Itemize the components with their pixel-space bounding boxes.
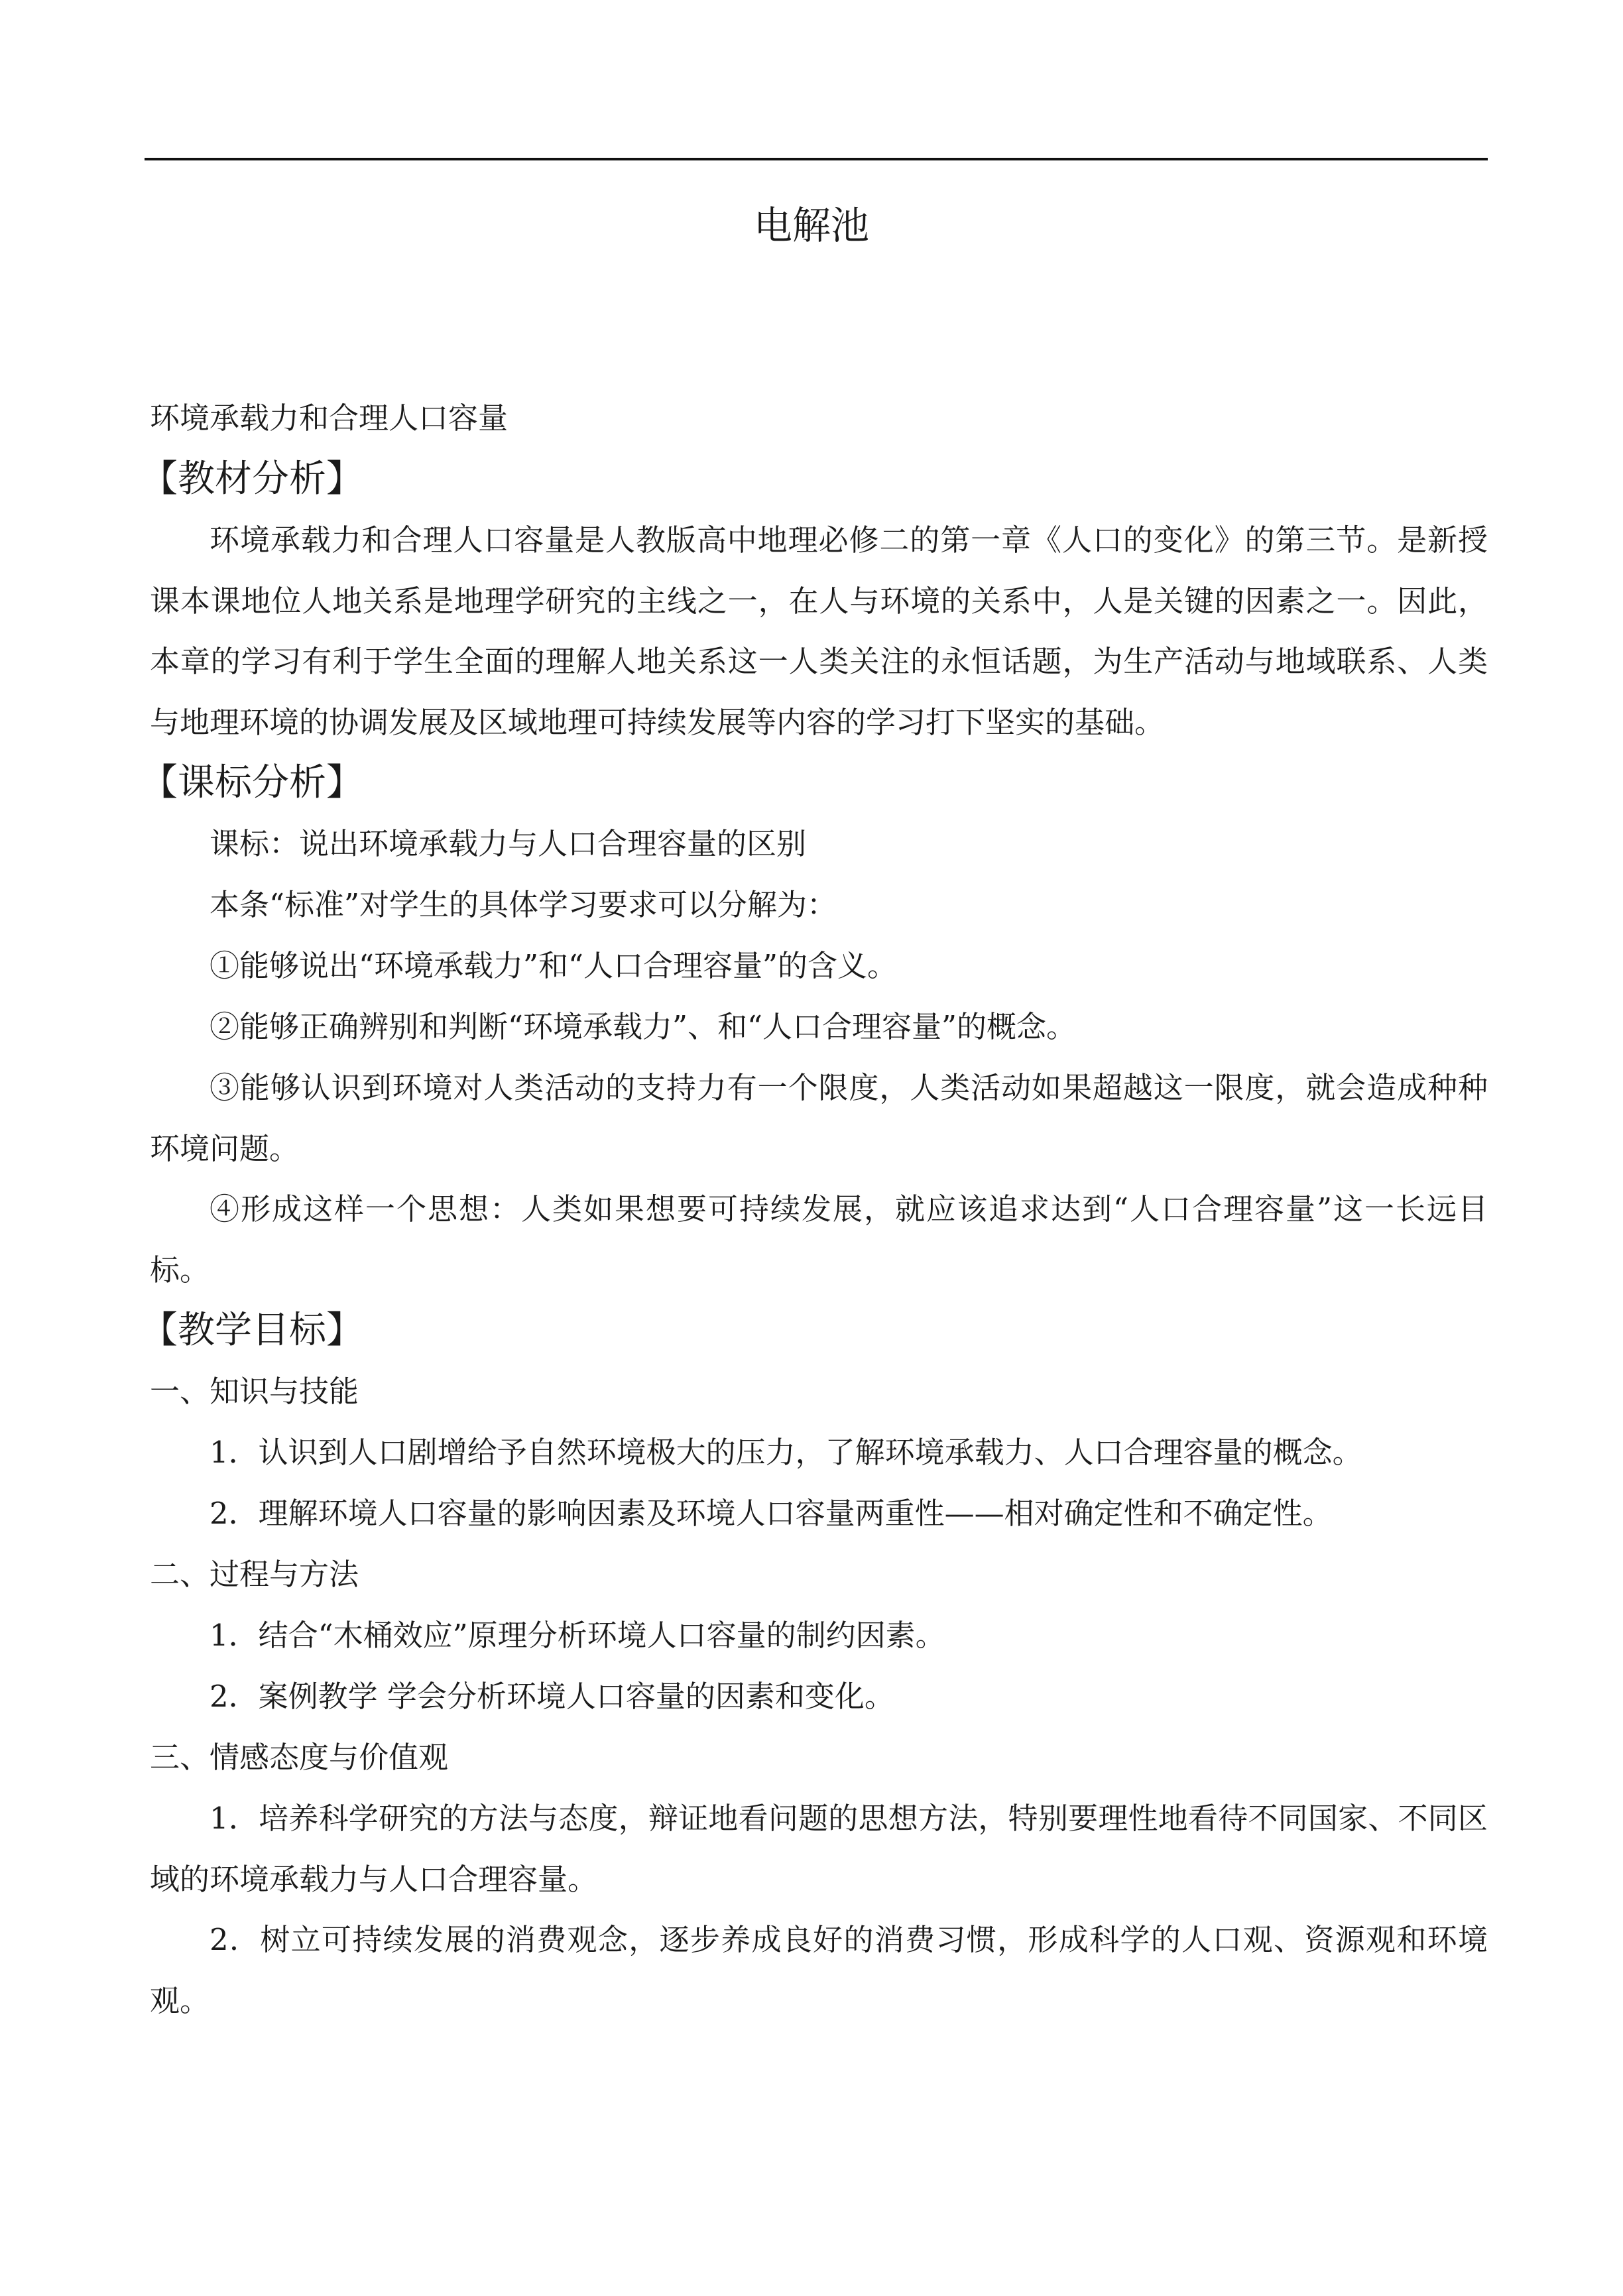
- curriculum-intro: 本条“标准”对学生的具体学习要求可以分解为：: [210, 887, 837, 922]
- goals-attitude-item-1: 1．培养科学研究的方法与态度，辩证地看问题的思想方法，特别要理性地看待不同国家、不同区域的环境承载力与人口合理容量。: [150, 1801, 1488, 1897]
- goals-process-item-1: 1．结合“木桶效应”原理分析环境人口容量的制约因素。: [210, 1618, 945, 1653]
- curriculum-item-1: ①能够说出“环境承载力”和“人口合理容量”的含义。: [210, 948, 898, 983]
- goals-process-item-2: 2．案例教学 学会分析环境人口容量的因素和变化。: [210, 1679, 894, 1714]
- goals-knowledge-title: 一、知识与技能: [150, 1374, 359, 1409]
- curriculum-item-4: ④形成这样一个思想：人类如果想要可持续发展，就应该追求达到“人口合理容量”这一长远目标。: [150, 1191, 1488, 1288]
- goals-attitude-item-2: 2．树立可持续发展的消费观念，逐步养成良好的消费习惯，形成科学的人口观、资源观和环境观。: [150, 1922, 1488, 2018]
- curriculum-item-3: ③能够认识到环境对人类活动的支持力有一个限度，人类活动如果超越这一限度，就会造成种种环境问题。: [150, 1070, 1488, 1166]
- document-body: [141, 388, 1488, 2031]
- curriculum-item-2: ②能够正确辨别和判断“环境承载力”、和“人口合理容量”的概念。: [210, 1009, 1077, 1044]
- document-title: 电解池: [753, 203, 869, 248]
- section-heading-teaching-goals: 【教学目标】: [141, 1309, 363, 1352]
- header-rule: [145, 158, 1488, 160]
- textbook-analysis-paragraph: 环境承载力和合理人口容量是人教版高中地理必修二的第一章《人口的变化》的第三节。是新授课本课地位人地关系是地理学研究的主线之一，在人与环境的关系中，人是关键的因素之一。因此，本章的学习有利于学生全面的理解人地关系这一人类关注的永恒话题，为生产活动与地域联系、人类与地理环境的协调发展及区域地理可持续发展等内容的学习打下坚实的基础。: [150, 522, 1488, 740]
- section-heading-textbook-analysis: 【教材分析】: [141, 457, 363, 501]
- section-heading-curriculum-analysis: 【课标分析】: [141, 761, 363, 804]
- goals-knowledge-item-2: 2．理解环境人口容量的影响因素及环境人口容量两重性——相对确定性和不确定性。: [210, 1496, 1333, 1531]
- goals-attitude-title: 三、情感态度与价值观: [150, 1740, 449, 1775]
- goals-knowledge-item-1: 1．认识到人口剧增给予自然环境极大的压力，了解环境承载力、人口合理容量的概念。: [210, 1435, 1362, 1470]
- document-subtitle: 环境承载力和合理人口容量: [150, 400, 509, 436]
- curriculum-standard: 课标：说出环境承载力与人口合理容量的区别: [210, 826, 807, 861]
- goals-process-title: 二、过程与方法: [150, 1557, 359, 1592]
